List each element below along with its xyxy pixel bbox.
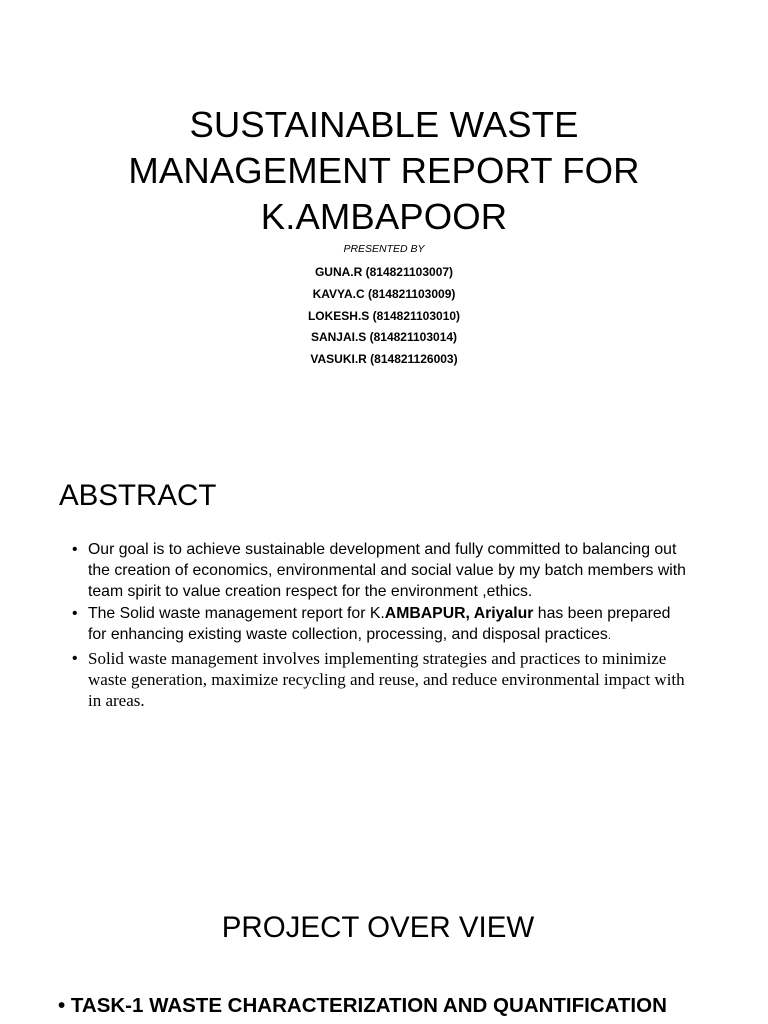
task-1-label: TASK-1 WASTE CHARACTERIZATION AND QUANTIFICATION — [70, 994, 667, 1017]
bullet-text-post: has been prepared for enhancing existing waste collection, processing, and disposal practices — [88, 605, 671, 644]
author-item: GUNA.R (814821103007) — [314, 265, 454, 279]
author-list — [0, 262, 768, 371]
report-title — [0, 102, 768, 240]
bullet-text: Solid waste management involves implementing strategies and practices to minimize waste generation, maximize recycling and reuse, and reduce environmental impact with in areas. — [88, 648, 685, 710]
bullet-icon: • — [72, 605, 78, 623]
bullet-icon: • — [72, 649, 78, 667]
bullet-text: Our goal is to achieve sustainable development and fully committed to balancing out the creation of economics, environmental and social value by my batch members with team spirit to value creation respect for the environment ,ethics. — [88, 541, 686, 600]
presented-by-label: PRESENTED BY — [343, 243, 425, 255]
abstract-slide — [0, 420, 768, 840]
bullet-icon: • — [72, 541, 78, 558]
title-line-2: MANAGEMENT REPORT FOR — [128, 150, 640, 192]
task-1-item — [58, 994, 667, 1018]
abstract-bullets — [72, 540, 692, 713]
cover-slide — [0, 0, 768, 420]
bullet-text-bold: AMBAPUR, Ariyalur — [384, 605, 534, 623]
overview-heading: PROJECT OVER VIEW — [221, 911, 535, 944]
list-item — [72, 540, 692, 602]
author-item: SANJAI.S (814821103014) — [310, 330, 458, 345]
bullet-text-pre: The Solid waste management report for K. — [88, 605, 385, 623]
author-item: KAVYA.C (814821103009) — [312, 286, 456, 301]
bullet-text-end: . — [607, 630, 611, 643]
overview-slide — [0, 880, 768, 1024]
abstract-heading: ABSTRACT — [59, 479, 217, 512]
title-line-3: K.AMBAPOOR — [260, 196, 508, 238]
bullet-icon: • — [58, 994, 66, 1017]
list-item — [72, 649, 692, 711]
list-item — [72, 604, 692, 647]
author-item: LOKESH.S (814821103010) — [307, 308, 461, 323]
author-item: VASUKI.R (814821126003) — [310, 352, 458, 367]
title-line-1: SUSTAINABLE WASTE — [189, 104, 579, 146]
